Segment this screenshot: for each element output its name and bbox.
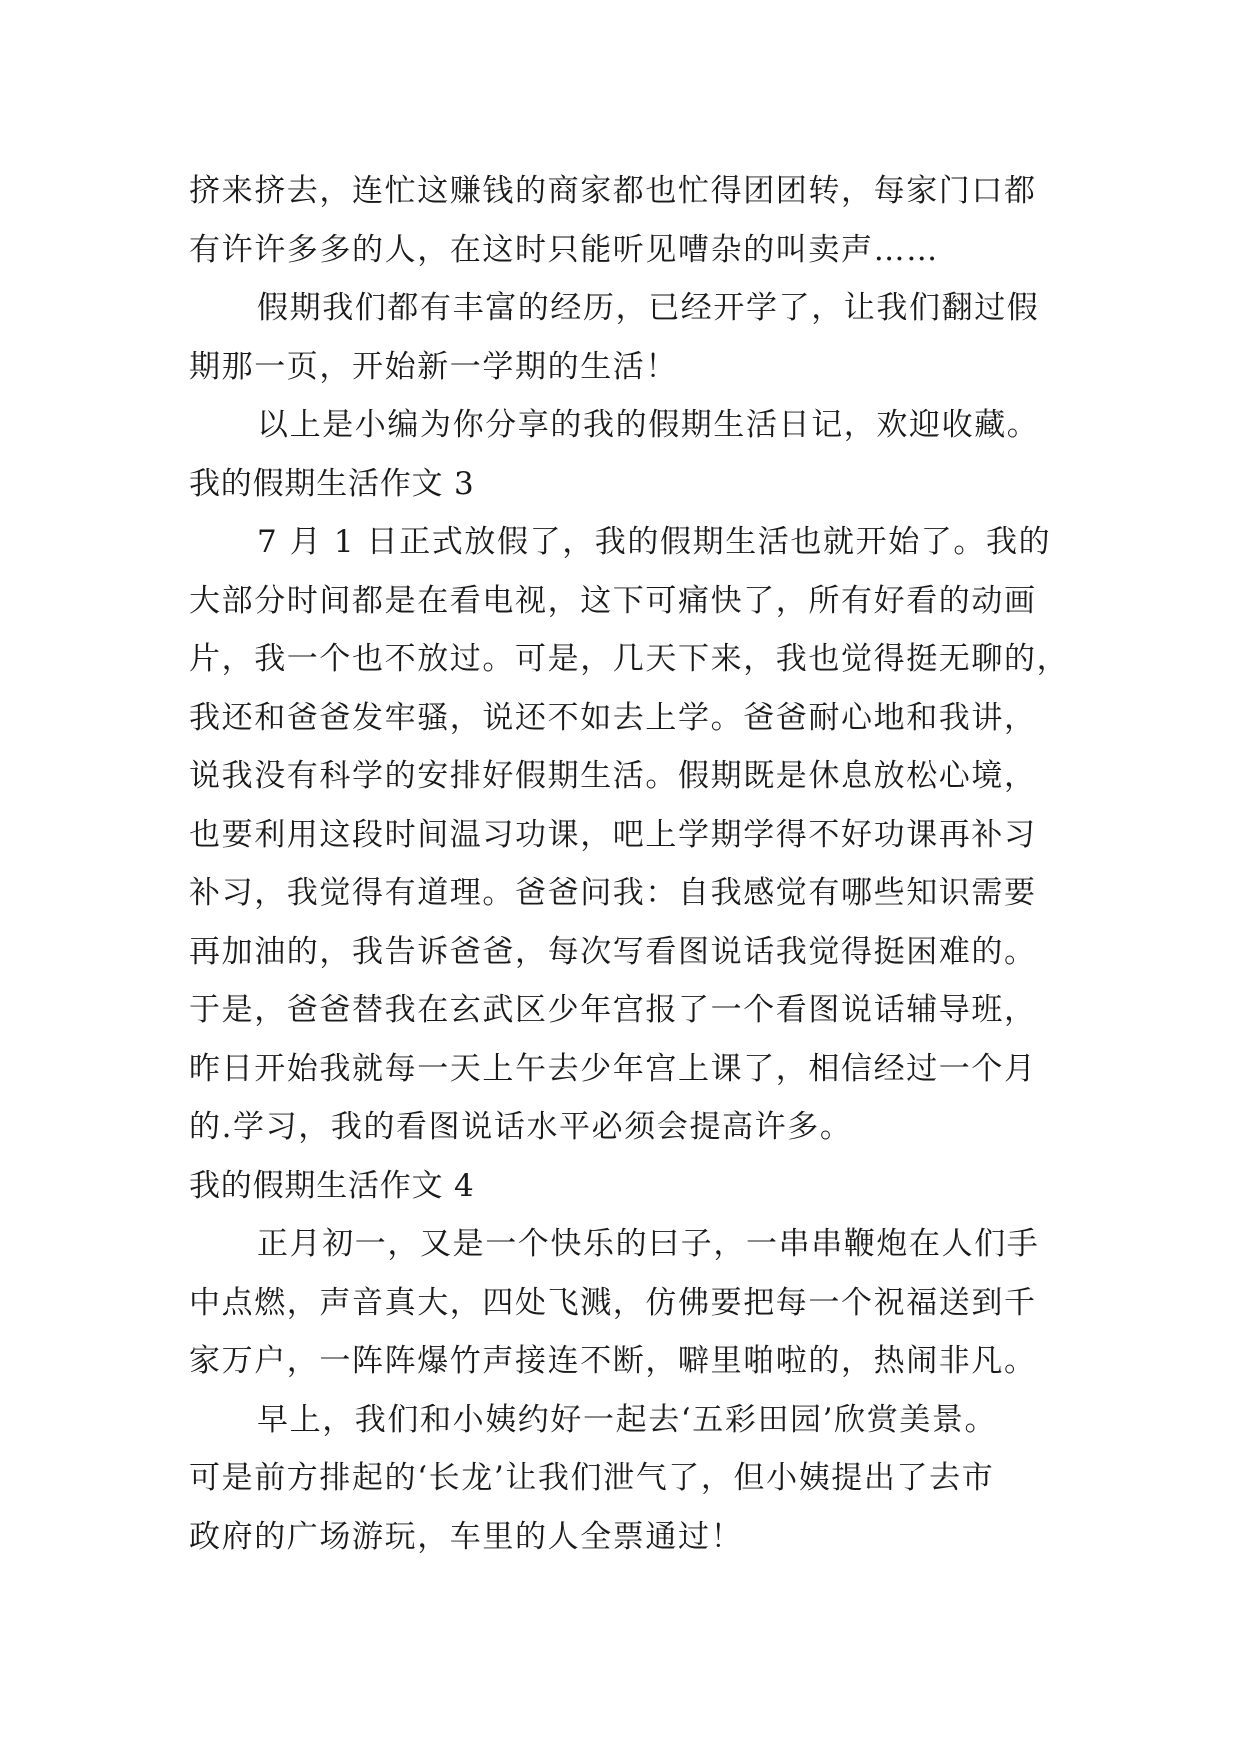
paragraph [189,1215,1069,1391]
paragraph-line: 正月初一，又是一个快乐的曰子，一串串鞭炮在人们手 [257,1226,1040,1262]
paragraph-line: 挤来挤去，连忙这赚钱的商家都也忙得团团转，每家门口都 [189,173,1037,209]
heading-text: 我的假期生活作文 4 [189,1167,475,1204]
paragraph-line: 于是，爸爸替我在玄武区少年宫报了一个看图说话辅导班， [189,992,1037,1028]
paragraph-line: 也要利用这段时间温习功课，吧上学期学得不好功课再补习 [189,816,1037,853]
paragraph [189,1391,1069,1567]
paragraph [189,396,1069,455]
paragraph-line: 假期我们都有丰富的经历，已经开学了，让我们翻过假 [257,290,1040,326]
paragraph-line: 再加油的，我告诉爸爸，每次写看图说话我觉得挺困难的。 [189,933,1037,970]
paragraph [189,513,1069,1157]
paragraph-line: 有许许多多的人，在这时只能听见嘈杂的叫卖声…… [189,231,939,268]
paragraph-line: 补习，我觉得有道理。爸爸问我：自我感觉有哪些知识需要 [189,875,1037,911]
document-body [189,162,1069,1566]
paragraph-line: 家万户，一阵阵爆竹声接连不断，噼里啪啦的，热闹非凡。 [189,1343,1037,1379]
heading-text: 我的假期生活作文 3 [189,465,475,502]
section-heading [189,455,1069,514]
paragraph-line: 以上是小编为你分享的我的假期生活日记，欢迎收藏。 [257,407,1040,443]
paragraph-line: 期那一页，开始新一学期的生活！ [189,348,678,385]
paragraph-line: 的.学习，我的看图说话水平必须会提高许多。 [189,1109,853,1145]
paragraph-line: 早上，我们和小姨约好一起去‘五彩田园’欣赏美景。 [257,1401,998,1438]
paragraph [189,162,1069,279]
paragraph-line: 7 月 1 日正式放假了，我的假期生活也就开始了。我的 [257,524,1052,560]
paragraph-line: 片，我一个也不放过。可是，几天下来，我也觉得挺无聊的， [189,641,1070,677]
paragraph-line: 可是前方排起的‘长龙’让我们泄气了，但小姨提出了去市 [189,1460,995,1496]
paragraph-line: 政府的广场游玩，车里的人全票通过！ [189,1518,744,1555]
paragraph-line: 我还和爸爸发牢骚，说还不如去上学。爸爸耐心地和我讲， [189,699,1037,736]
paragraph-line: 中点燃，声音真大，四处飞溅，仿佛要把每一个祝福送到千 [189,1284,1037,1321]
paragraph-line: 昨日开始我就每一天上午去少年宫上课了，相信经过一个月 [189,1050,1037,1087]
paragraph [189,279,1069,396]
paragraph-line: 说我没有科学的安排好假期生活。假期既是休息放松心境， [189,758,1037,794]
section-heading [189,1157,1069,1216]
paragraph-line: 大部分时间都是在看电视，这下可痛快了，所有好看的动画 [189,582,1037,619]
